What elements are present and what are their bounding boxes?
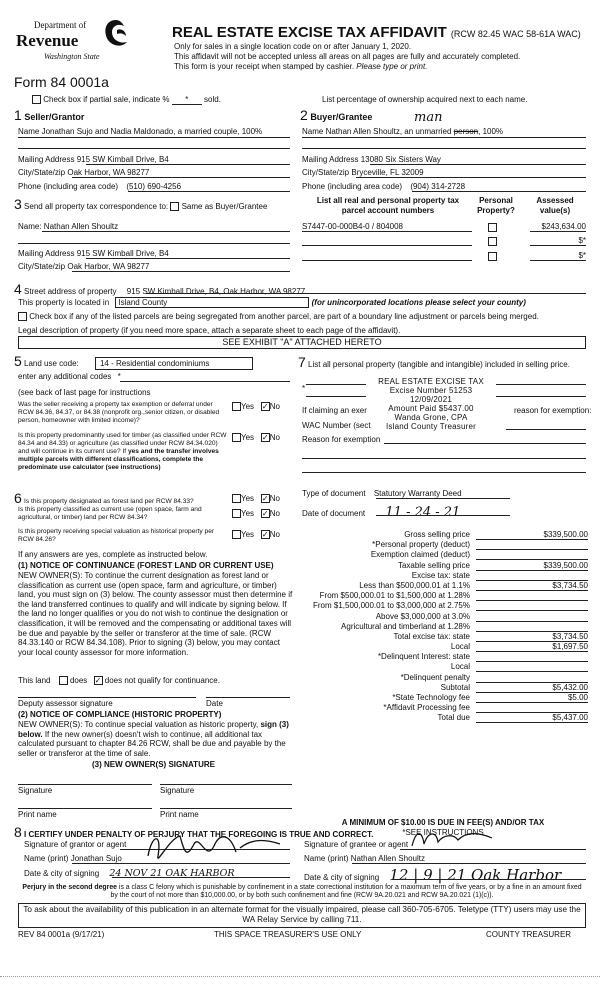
- wac-number: WAC Number (sect: [302, 421, 371, 430]
- parcel-row: [302, 222, 586, 231]
- county-select[interactable]: Island County: [115, 297, 309, 308]
- tax-row-label: Total excise tax: state: [393, 631, 470, 641]
- perjury-notice: Perjury in the second degree is a class C felony which is punishable by confinement in a state correctional institution for a maximum term of five years, or by a fine in an amount fixed by the court of not more than $10,000.00, or by both such confinement and fine (RCW 9A.20.021 and RCW 9A.20.021 (1)(c)).: [22, 884, 582, 899]
- county-treasurer: COUNTY TREASURER: [486, 930, 572, 939]
- tax-row-value[interactable]: [476, 591, 588, 601]
- tax-row-value[interactable]: $1,697.50: [476, 642, 588, 652]
- alternate-format-box: [18, 903, 586, 928]
- tax-row-value[interactable]: [476, 571, 588, 581]
- doc-date-line: [376, 515, 510, 516]
- yes-checkbox[interactable]: [232, 402, 241, 411]
- parcel-number: S7447-00-000B4-0 / 804008: [302, 222, 403, 231]
- stamp-line: REAL ESTATE EXCISE TAX: [378, 377, 484, 386]
- tax-row-label: *Delinquent penalty: [400, 672, 470, 682]
- logo-state: Washington State: [44, 52, 100, 61]
- tax-row: [298, 703, 588, 713]
- bottom-dotted-line: [0, 976, 600, 977]
- deputy-signature-label: Deputy assessor signature: [18, 699, 113, 708]
- form-title-text: REAL ESTATE EXCISE TAX AFFIDAVIT: [172, 24, 447, 41]
- s6-q2-options: Yes ✓ No: [232, 509, 280, 518]
- corr-city-line: [72, 271, 290, 272]
- grantor-print-name: Name (print) Jonathan Sujo: [24, 854, 122, 863]
- personal-property-star: *: [302, 384, 306, 393]
- document-type: Type of document Statutory Warranty Deed: [302, 489, 462, 498]
- legal-description-label: Legal description of property (if you need more space, attach a separate sheet to each page of the affidavit).: [18, 326, 401, 335]
- s5-q1-options: Yes ✓ No: [232, 402, 280, 411]
- corr-mail-line: [86, 258, 290, 259]
- deputy-date-line: [206, 697, 290, 698]
- grantee-date-line: [392, 879, 586, 880]
- tax-row-label: Less than $500,000.01 at 1.1%: [359, 580, 470, 590]
- logo-swirl-icon: [102, 18, 130, 50]
- grantee-print-line: [352, 863, 586, 864]
- seller-name-line: [18, 137, 290, 138]
- reason-line-1: [384, 443, 586, 444]
- street-line: [146, 293, 586, 294]
- tax-row: [298, 601, 588, 611]
- yes-checkbox[interactable]: [232, 494, 241, 503]
- additional-codes-line: [120, 381, 290, 382]
- see-back: (see back of last page for instructions: [18, 388, 151, 397]
- grantor-print-line: [72, 863, 290, 864]
- form-revision: REV 84 0001a (9/17/21): [18, 930, 105, 939]
- buyer-handwritten-man: man: [414, 110, 443, 125]
- tax-row-label: From $1,500,000.01 to $3,000,000 at 2.75%: [312, 601, 470, 611]
- parcel-val-line-3: [530, 260, 586, 261]
- tax-row-value[interactable]: [476, 622, 588, 632]
- header-line-2: This affidavit will not be accepted unless all areas on all pages are fully and accurately completed.: [174, 52, 521, 61]
- alternate-format-text: To ask about the availability of this publication in an alternate format for the visually impaired, please call 360-705-6705. Teletype (TTY) users may use the WA Relay Service by calling 711.: [23, 905, 581, 924]
- tax-row-value[interactable]: $5.00: [476, 693, 588, 703]
- stamp-line: 12/09/2021: [409, 395, 453, 404]
- header-line-3: This form is your receipt when stamped by cashier. Please type or print.: [174, 62, 428, 71]
- s6-any-yes: If any answers are yes, complete as instructed below.: [18, 550, 208, 559]
- s6-q3-options: Yes ✓ No: [232, 530, 280, 539]
- continuance-qualify: This land does ✓ does not qualify for continuance.: [18, 676, 220, 685]
- buyer-name-line: [302, 137, 586, 138]
- tax-row-value[interactable]: $3,734.50: [476, 581, 588, 591]
- tax-row-label: *Personal property (deduct): [372, 540, 470, 550]
- tax-row-label: *State Technology fee: [392, 693, 470, 702]
- yes-checkbox[interactable]: [232, 433, 241, 442]
- seller-city: City/State/zip Oak Harbor, WA 98277: [18, 168, 150, 177]
- correspondence-city: City/State/zip Oak Harbor, WA 98277: [18, 262, 150, 271]
- personal-property-checkbox[interactable]: [488, 223, 497, 232]
- treasurer-use-only: THIS SPACE TREASURER'S USE ONLY: [214, 930, 362, 939]
- tax-row-value[interactable]: [476, 673, 588, 683]
- tax-row: [298, 561, 588, 571]
- stamp-line: Island County Treasurer: [386, 422, 476, 431]
- grantee-signature-scribble: [408, 826, 498, 850]
- grantor-date-city: Date & city of signing 24 NOV 21 OAK HARBOR: [24, 868, 235, 879]
- tax-row: [298, 550, 588, 560]
- buyer-mail: Mailing Address 13080 Six Sisters Way: [302, 155, 441, 164]
- owner-signature-label-2: Signature: [160, 786, 195, 795]
- owner-print-line-2: [160, 808, 292, 809]
- assessed-value: $*: [578, 236, 586, 245]
- partial-sale-pct[interactable]: *: [172, 95, 202, 105]
- grantee-signature-label: Signature of grantee or agent: [304, 840, 409, 849]
- section-7-label: 7 List all personal property (tangible and intangible) included in selling price.: [298, 354, 570, 370]
- buyer-city: City/State/zip Bryceville, FL 32009: [302, 168, 424, 177]
- tax-row-label: Agricultural and timberland at 1.28%: [341, 621, 470, 631]
- treasurer-stamp: [366, 377, 496, 431]
- exemption-claim-a: If claiming an exer: [302, 406, 367, 415]
- logo-name: Revenue: [16, 31, 79, 50]
- correspondence-name: Name: Nathan Allen Shoultz: [18, 222, 119, 231]
- seller-phone: Phone (including area code) (510) 690-4256: [18, 182, 182, 191]
- legal-description-text: SEE EXHIBIT "A" ATTACHED HERETO: [222, 337, 382, 347]
- parcel-val-line-1: [530, 231, 586, 232]
- tax-row: [298, 693, 588, 703]
- tax-row-label: *Affidavit Processing fee: [383, 703, 470, 713]
- grantor-signature-label: Signature of grantor or agent: [24, 840, 127, 849]
- minimum-due: A MINIMUM OF $10.00 IS DUE IN FEE(S) AND/OR TAX: [341, 818, 545, 827]
- seller-name-line-2: [18, 148, 290, 149]
- reason-line-3: [302, 472, 586, 473]
- owner-signature-label: Signature: [18, 786, 53, 795]
- tax-row: [298, 581, 588, 591]
- grantee-date-city: Date & city of signing 12 | 9 | 21 Oak Harbor: [304, 866, 562, 884]
- tax-row-value[interactable]: [476, 652, 588, 662]
- s5-q2-options: Yes ✓ No: [232, 433, 280, 442]
- notice-compliance-heading: (2) NOTICE OF COMPLIANCE (HISTORIC PROPERTY): [18, 710, 222, 719]
- personal-property-header: Personal Property?: [477, 196, 515, 215]
- tax-row: [298, 622, 588, 632]
- tax-row: [298, 571, 588, 581]
- tax-row-label: Above $3,000,000 at 3.0%: [375, 611, 470, 621]
- seller-city-line: [72, 177, 290, 178]
- exemption-claim-b: reason for exemption:: [514, 406, 592, 415]
- section-3-title: 3 Send all property tax correspondence to: Same as Buyer/Grantee: [14, 196, 268, 212]
- form-title: [172, 24, 581, 41]
- owner-print-label-2: Print name: [160, 810, 199, 819]
- tax-row: [298, 632, 588, 642]
- certify-heading: 8 I CERTIFY UNDER PENALTY OF PERJURY THAT THE FOREGOING IS TRUE AND CORRECT.: [14, 824, 374, 840]
- buyer-city-line: [356, 177, 586, 178]
- tax-row: [298, 530, 588, 540]
- stamp-line: Amount Paid $5437.00: [388, 404, 474, 413]
- section-2-title: 2 Buyer/Grantee: [300, 107, 373, 123]
- notice-continuance-text: NEW OWNER(S): To continue the current designation as forest land or classification as current use (open space, farm and agriculture, or timber) land, you must sign on (3) below. The county assessor must then determine if the land transferred continues to qualify and will indicate by signing below. If the land no longer qualifies or you do not wish to continue the designation or classification, it will be removed and the compensating or additional taxes will be due and payable by the seller or transferor at the time of sale. (RCW 84.33.140 or RCW 84.34.108). Prior to signing (3) below, you may contact your local county assessor for more information.: [18, 571, 293, 657]
- does-not-checkbox[interactable]: [94, 676, 103, 685]
- tax-row-value[interactable]: [476, 550, 588, 560]
- assessed-value: $*: [578, 251, 586, 260]
- no-checkbox[interactable]: [261, 509, 270, 518]
- tax-row-value[interactable]: $5,437.00: [476, 713, 588, 723]
- no-checkbox[interactable]: [261, 530, 270, 539]
- property-location: This property is located in Island County (for unincorporated locations please select your county): [18, 298, 526, 307]
- partial-sale-label: Check box if partial sale, indicate %: [43, 95, 170, 104]
- form-title-ref: (RCW 82.45 WAC 58-61A WAC): [450, 29, 581, 39]
- tax-row-label: Local: [450, 662, 470, 672]
- deputy-sig-line: [18, 697, 196, 698]
- tax-row: [298, 642, 588, 652]
- tax-row-label: Taxable selling price: [397, 560, 470, 570]
- owner-print-label: Print name: [18, 810, 57, 819]
- additional-codes: enter any additional codes *: [18, 372, 121, 381]
- section-4-address: 4 Street address of property 915 SW Kimball Drive, B4, Oak Harbor, WA 98277: [14, 281, 306, 297]
- exemption-reason: Reason for exemption: [302, 435, 381, 444]
- assessed-value-header: Assessed value(s): [536, 196, 574, 215]
- s6-question-3: Is this property receiving special valuation as historical property per RCW 84.26?: [18, 528, 215, 543]
- owner-sig-line-1: [18, 784, 152, 785]
- s6-question-2: Is this property classified as current use (open space, farm and agricultural, or timber) land per RCW 84.34?: [18, 506, 202, 521]
- tax-row-label: Local: [450, 642, 470, 652]
- legal-description-box[interactable]: [18, 336, 586, 349]
- revenue-logo: [14, 14, 132, 74]
- tax-row-value[interactable]: [476, 601, 588, 611]
- buyer-name-line-2: [302, 148, 586, 149]
- no-checkbox[interactable]: [261, 494, 270, 503]
- assessed-value: $243,634.00: [541, 222, 586, 231]
- seller-mail-line: [86, 164, 290, 165]
- personal-property-checkbox[interactable]: [488, 237, 497, 246]
- segregated-checkbox[interactable]: [18, 312, 27, 321]
- tax-row-label: Gross selling price: [404, 530, 470, 539]
- logo-dept: Department of: [34, 20, 87, 30]
- segregated-check: Check box if any of the listed parcels are being segregated from another parcel, are part of a boundary line adjustment or parcels being merged.: [18, 312, 539, 321]
- land-use-code: 5 Land use code: 14 - Residential condominiums: [14, 353, 253, 370]
- yes-checkbox[interactable]: [232, 509, 241, 518]
- section-1-title: 1 Seller/Grantor: [14, 107, 85, 123]
- tax-row-value[interactable]: [476, 703, 588, 713]
- form-number: Form 84 0001a: [14, 74, 109, 90]
- tax-row-label: Subtotal: [440, 682, 470, 692]
- personal-property-checkbox[interactable]: [488, 252, 497, 261]
- parcel-line-1: [302, 231, 472, 232]
- new-owner-signature-heading: (3) NEW OWNER(S) SIGNATURE: [92, 760, 215, 769]
- see-instructions: *SEE INSTRUCTIONS: [402, 828, 484, 837]
- owner-print-line-1: [18, 808, 152, 809]
- tax-row-value[interactable]: [476, 662, 588, 672]
- partial-sale: [32, 95, 221, 105]
- document-date: Date of document 11 - 24 - 21: [302, 505, 461, 520]
- grantee-print-name: Name (print) Nathan Allen Shoultz: [304, 854, 425, 863]
- tax-row: [298, 591, 588, 601]
- tax-row: [298, 683, 588, 693]
- corr-name-line: [42, 231, 290, 232]
- no-checkbox[interactable]: [261, 402, 270, 411]
- tax-row: [298, 662, 588, 672]
- corr-name-line-2: [18, 243, 290, 244]
- owner-sig-line-2: [160, 784, 292, 785]
- stamp-line: Wanda Grone, CPA: [394, 413, 468, 422]
- doc-type-line: [376, 498, 510, 499]
- tax-row-value[interactable]: $5,432.00: [476, 683, 588, 693]
- reason-line-2: [302, 458, 586, 459]
- tax-row: [298, 540, 588, 550]
- s6-question-1: 6 Is this property designated as forest land per RCW 84.33?: [14, 490, 194, 506]
- partial-sale-sold: sold.: [204, 95, 221, 104]
- yes-checkbox[interactable]: [232, 530, 241, 539]
- tax-row-label: Total due: [437, 713, 470, 723]
- parcels-header: List all real and personal property tax parcel account numbers: [316, 196, 460, 215]
- correspondence-mail: Mailing Address 915 SW Kimball Drive, B4: [18, 249, 169, 258]
- tax-row-label: From $500,000.01 to $1,500,000 at 1.28%: [319, 591, 470, 601]
- tax-row: [298, 673, 588, 683]
- tax-row-label: *Delinquent Interest: state: [377, 652, 470, 662]
- partial-sale-checkbox[interactable]: [32, 95, 41, 104]
- tax-row-value[interactable]: $339,500.00: [476, 561, 588, 571]
- tax-row: [298, 612, 588, 622]
- s6-q1-options: Yes ✓ No: [232, 494, 280, 503]
- tax-row: [298, 713, 588, 723]
- tax-row-value[interactable]: [476, 612, 588, 622]
- grantor-date-line: [112, 877, 290, 878]
- parcel-line-2: [302, 245, 472, 246]
- land-use-select[interactable]: 14 - Residential condominiums: [95, 357, 253, 370]
- no-checkbox[interactable]: [261, 433, 270, 442]
- seller-name: Name Jonathan Sujo and Nadia Maldonado, a married couple, 100%: [18, 127, 263, 136]
- parcel-line-3: [302, 260, 472, 261]
- header-line-1: Only for sales in a single location code on or after January 1, 2020.: [174, 42, 412, 51]
- does-checkbox[interactable]: [59, 676, 68, 685]
- tax-row-value[interactable]: $339,500.00: [476, 530, 588, 540]
- deputy-date-label: Date: [206, 699, 223, 708]
- stamp-line: Excise Number 51253: [389, 386, 473, 395]
- notice-compliance-text: NEW OWNER(S): To continue special valuation as historic property, sign (3) below. If the new owner(s) doesn't wish to continue, all additional tax calculated pursuant to chapter 84.26 RCW, shall be due and payable by the seller or transferor at the time of sale.: [18, 720, 289, 758]
- ownership-note: List percentage of ownership acquired next to each name.: [322, 95, 528, 104]
- tax-table: [298, 530, 588, 724]
- seller-phone-line: [128, 191, 290, 192]
- tax-row-value[interactable]: [476, 540, 588, 550]
- notice-continuance-heading: (1) NOTICE OF CONTINUANCE (FOREST LAND OR CURRENT USE): [18, 561, 274, 570]
- s5-question-1: Was the seller receiving a property tax exemption or deferral under RCW 84.36, 84.37, or 84.38 (nonprofit org.,senior citizen, or disabled person, homeowner with limited income)?: [18, 401, 220, 424]
- buyer-phone: Phone (including area code) (904) 314-2728: [302, 182, 466, 191]
- wac-line: [506, 429, 586, 430]
- s5-question-2: Is this property predominantly used for timber (as classified under RCW 84.34 and 84.33) or agriculture (as classified under RCW 84.34.020) and will continue in its current use? If yes and the transfer involves multiple parcels with different classifications, complete the predominate use calculator (see instructions): [18, 432, 227, 471]
- tax-row-label: Exemption claimed (deduct): [370, 550, 470, 560]
- parcel-val-line-2: [530, 245, 586, 246]
- buyer-mail-line: [370, 164, 586, 165]
- tax-row: [298, 652, 588, 662]
- buyer-name: Name Nathan Allen Shoultz, an unmarried person, 100%: [302, 127, 504, 136]
- tax-row-value[interactable]: $3,734.50: [476, 632, 588, 642]
- tax-row-label: Excise tax: state: [411, 570, 470, 580]
- same-as-buyer-checkbox[interactable]: [170, 202, 179, 211]
- seller-mail: Mailing Address 915 SW Kimball Drive, B4: [18, 155, 169, 164]
- buyer-phone-line: [412, 191, 586, 192]
